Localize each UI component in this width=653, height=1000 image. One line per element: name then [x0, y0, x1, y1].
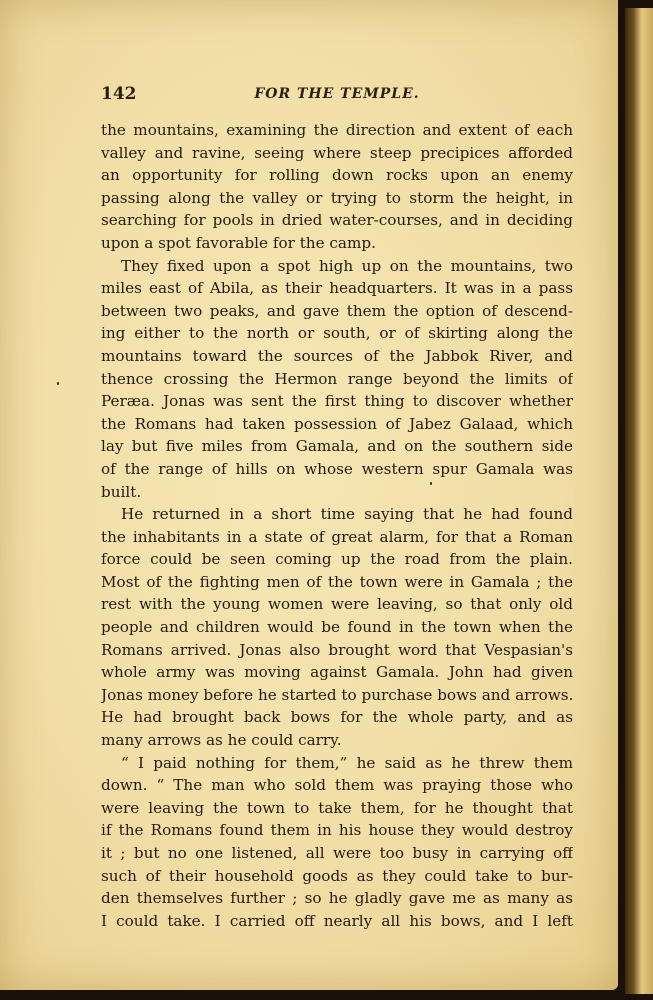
ink-speck	[57, 382, 59, 385]
running-title: FOR THE TEMPLE.	[254, 86, 420, 102]
text-line: the mountains, examining the direction and extent of each	[101, 121, 573, 139]
text-line: They fixed upon a spot high up on the mountains, two	[121, 256, 573, 275]
page-header	[101, 84, 573, 110]
text-line: lay but five miles from Gamala, and on the southern side	[101, 437, 573, 456]
text-line: were leaving the town to take them, for he thought that	[101, 798, 573, 817]
text-line: of the range of hills on whose western spur Gamala was	[101, 459, 573, 478]
text-line: force could be seen coming up the road from the plain.	[101, 550, 573, 569]
ink-speck	[430, 482, 432, 485]
text-line: if the Romans found them in his house they would destroy	[101, 821, 573, 840]
text-line: den themselves further ; so he gladly gave me as many as	[101, 889, 573, 908]
text-line: “ I paid nothing for them,” he said as he threw them	[121, 753, 573, 772]
text-line: He returned in a short time saying that he had found	[121, 505, 573, 524]
text-line: I could take. I carried off nearly all his bows, and I left	[101, 911, 573, 930]
text-line: between two peaks, and gave them the option of descend-	[101, 301, 573, 320]
text-line: the Romans had taken possession of Jabez Galaad, which	[101, 414, 573, 433]
text-line: built.	[101, 482, 142, 501]
text-line: Romans arrived. Jonas also brought word that Vespasian's	[101, 640, 573, 659]
text-line: Peræa. Jonas was sent the first thing to discover whether	[101, 392, 573, 411]
text-line: rest with the young women were leaving, so that only old	[101, 595, 573, 614]
text-line: miles east of Abila, as their headquarters. It was in a pass	[101, 279, 573, 298]
text-line: the inhabitants in a state of great alarm, for that a Roman	[101, 527, 573, 546]
text-line: valley and ravine, seeing where steep precipices afforded	[101, 143, 573, 162]
text-line: such of their household goods as they could take to bur-	[101, 866, 573, 885]
page-number: 142	[101, 84, 137, 104]
body-text	[101, 119, 573, 932]
text-line: He had brought back bows for the whole party, and as	[101, 708, 573, 727]
text-line: an opportunity for rolling down rocks upon an enemy	[101, 166, 573, 185]
text-line: down. “ The man who sold them was praying those who	[101, 776, 573, 795]
text-line: ing either to the north or south, or of skirting along the	[101, 324, 573, 343]
text-line: people and children would be found in the town when the	[101, 618, 573, 637]
text-line: Most of the fighting men of the town were in Gamala ; the	[101, 572, 573, 591]
text-line: thence crossing the Hermon range beyond the limits of	[101, 369, 573, 388]
text-line: whole army was moving against Gamala. John had given	[101, 663, 573, 682]
text-line: it ; but no one listened, all were too busy in carrying off	[101, 844, 573, 862]
text-line: mountains toward the sources of the Jabbok River, and	[101, 346, 573, 365]
text-line: Jonas money before he started to purchase bows and arrows.	[101, 685, 573, 704]
page-edge	[625, 8, 653, 994]
text-line: upon a spot favorable for the camp.	[101, 233, 376, 252]
text-line: searching for pools in dried water-courses, and in deciding	[101, 211, 573, 230]
text-line: many arrows as he could carry.	[101, 731, 342, 750]
text-line: passing along the valley or trying to storm the height, in	[101, 188, 573, 207]
